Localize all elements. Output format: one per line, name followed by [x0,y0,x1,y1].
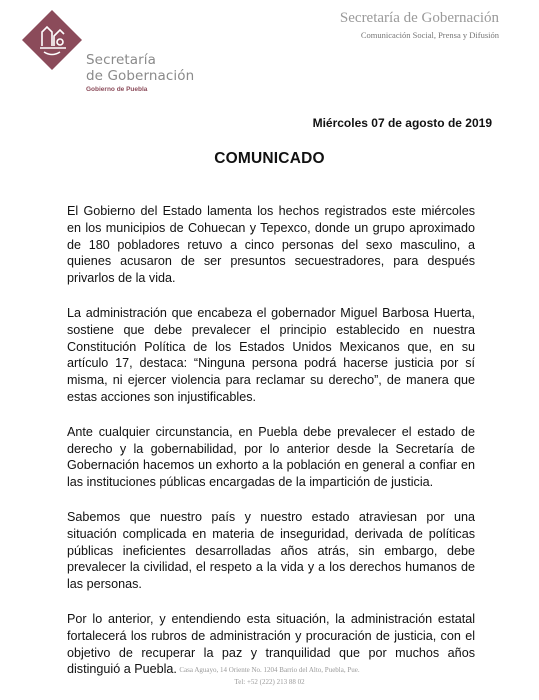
paragraph: Ante cualquier circunstancia, en Puebla debe prevalecer el estado de derecho y la gobernabilidad, por lo anterior desde la Secretaría de Gobernación hacemos un exhorto a la población en general a confiar en las instituciones públicas encargadas de la impartición de justicia. [67,424,475,490]
paragraph: Por lo anterior, y entendiendo esta situación, la administración estatal fortalecerá los rubros de administración y procuración de justicia, con el objetivo de recuperar la paz y tranquilidad que por muchos años distinguió a Puebla. [67,611,475,677]
paragraph: Sabemos que nuestro país y nuestro estado atraviesan por una situación complicada en materia de inseguridad, derivada de políticas públicas ineficientes desarrolladas años atrás, sin embargo, debe prevalecer la civilidad, el respeto a la vida y a los derechos humanos de las personas. [67,509,475,592]
document-body [67,203,475,696]
logo-line-3: Gobierno de Puebla [86,86,148,93]
secretaria-logo [20,8,200,93]
footer-address: Casa Aguayo, 14 Oriente No. 1204 Barrio del Alto, Puebla, Pue. [179,666,360,674]
logo-line-2: de Gobernación [86,68,195,84]
paragraph: La administración que encabeza el gobernador Miguel Barbosa Huerta, sostiene que debe prevalecer el principio establecido en nuestra Constitución Política de los Estados Unidos Mexicanos que, en su artículo 17, destaca: “Ninguna persona podrá hacerse justicia por sí misma, ni ejercer violencia para reclamar su derecho”, de manera que estas acciones son injustificables. [67,305,475,404]
letterhead-subtitle: Comunicación Social, Prensa y Difusión [360,30,499,40]
puebla-emblem-icon [20,8,84,72]
document-date: Miércoles 07 de agosto de 2019 [312,116,492,130]
footer-phone: Tel: +52 (222) 213 88 02 [234,678,305,686]
document-title: COMUNICADO [214,150,325,167]
footer [0,664,539,688]
paragraph: El Gobierno del Estado lamenta los hechos registrados este miércoles en los municipios de Cohuecan y Tepexco, donde un grupo aproximado de 180 pobladores retuvo a cinco personas del sexo masculino, a quienes acusaron de ser presuntos secuestradores, para después privarlos de la vida. [67,204,475,286]
letterhead-title: Secretaría de Gobernación [339,10,499,26]
logo-line-1: Secretaría [86,52,156,68]
letterhead [340,10,499,40]
